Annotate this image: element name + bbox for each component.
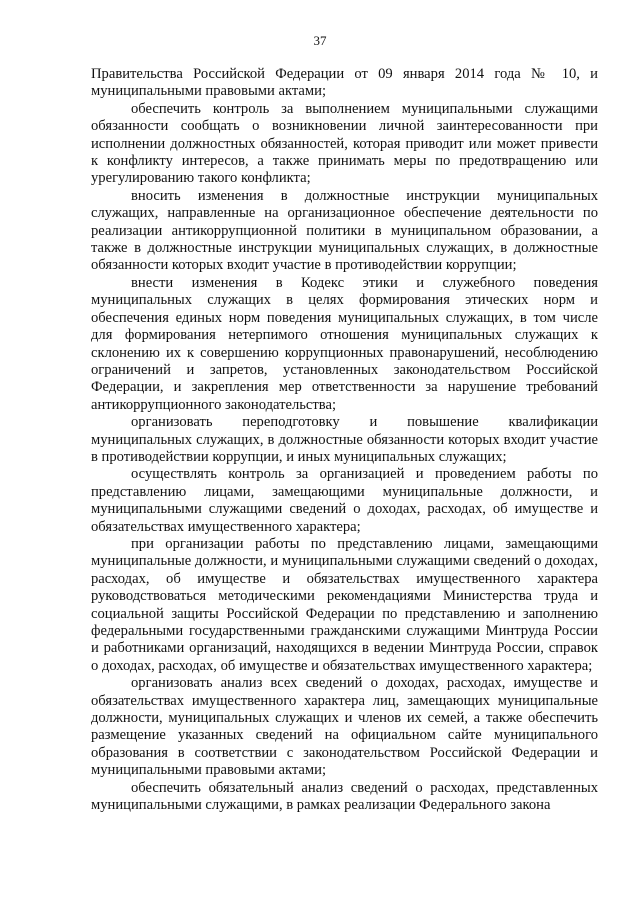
- paragraph-7: при организации работы по представлению лицами, замещающими муниципальные должности, и муниципальными служащими сведений о доходах, расходах, об имуществе и обязательствах имущественного характера руководствоваться методическими рекомендациями Министерства труда и социальной защиты Российской Федерации по представлению и заполнению федеральными государственными гражданскими служащими Минтруда России и работниками организаций, находящихся в ведении Минтруда России, справок о доходах, расходах, об имуществе и обязательствах имущественного характера;: [91, 535, 598, 674]
- paragraph-2: обеспечить контроль за выполнением муниципальными служащими обязанности сообщать о возникновении личной заинтересованности при исполнении должностных обязанностей, которая приводит или может привести к конфликту интересов, а также принимать меры по предотвращению или урегулированию такого конфликта;: [91, 100, 598, 187]
- paragraph-6: осуществлять контроль за организацией и проведением работы по представлению лицами, замещающими муниципальные должности, и муниципальными служащими сведений о доходах, расходах, об имуществе и обязательствах имущественного характера;: [91, 466, 598, 535]
- paragraph-1: Правительства Российской Федерации от 09 января 2014 года № 10, и муниципальными правовыми актами;: [91, 66, 598, 100]
- document-body: [91, 66, 598, 814]
- paragraph-3: вносить изменения в должностные инструкции муниципальных служащих, направленные на организационное обеспечение деятельности по реализации антикоррупционной политики в муниципальном образовании, а также в должностные инструкции муниципальных служащих, в должностные обязанности которых входит участие в противодействии коррупции;: [91, 187, 598, 274]
- paragraph-8: организовать анализ всех сведений о доходах, расходах, имуществе и обязательствах имущественного характера лиц, замещающих муниципальные должности, муниципальных служащих и членов их семей, а также обеспечить размещение указанных сведений на официальном сайте муниципального образования в соответствии с законодательством Российской Федерации и муниципальными правовыми актами;: [91, 675, 598, 779]
- page-number: 37: [313, 33, 327, 48]
- paragraph-5: организовать переподготовку и повышение квалификации муниципальных служащих, в должностные обязанности которых входит участие в противодействии коррупции, и иных муниципальных служащих;: [91, 414, 598, 465]
- paragraph-9: обеспечить обязательный анализ сведений о расходах, представленных муниципальными служащими, в рамках реализации Федерального закона: [91, 779, 598, 814]
- paragraph-4: внести изменения в Кодекс этики и служебного поведения муниципальных служащих в целях формирования этических норм и обеспечения единых норм поведения муниципальных служащих, в том числе для формирования нетерпимого отношения муниципальных служащих к склонению их к совершению коррупционных правонарушений, несоблюдению ограничений и запретов, установленных законодательством Российской Федерации, и закрепления мер ответственности за нарушение требований антикоррупционного законодательства;: [91, 274, 598, 413]
